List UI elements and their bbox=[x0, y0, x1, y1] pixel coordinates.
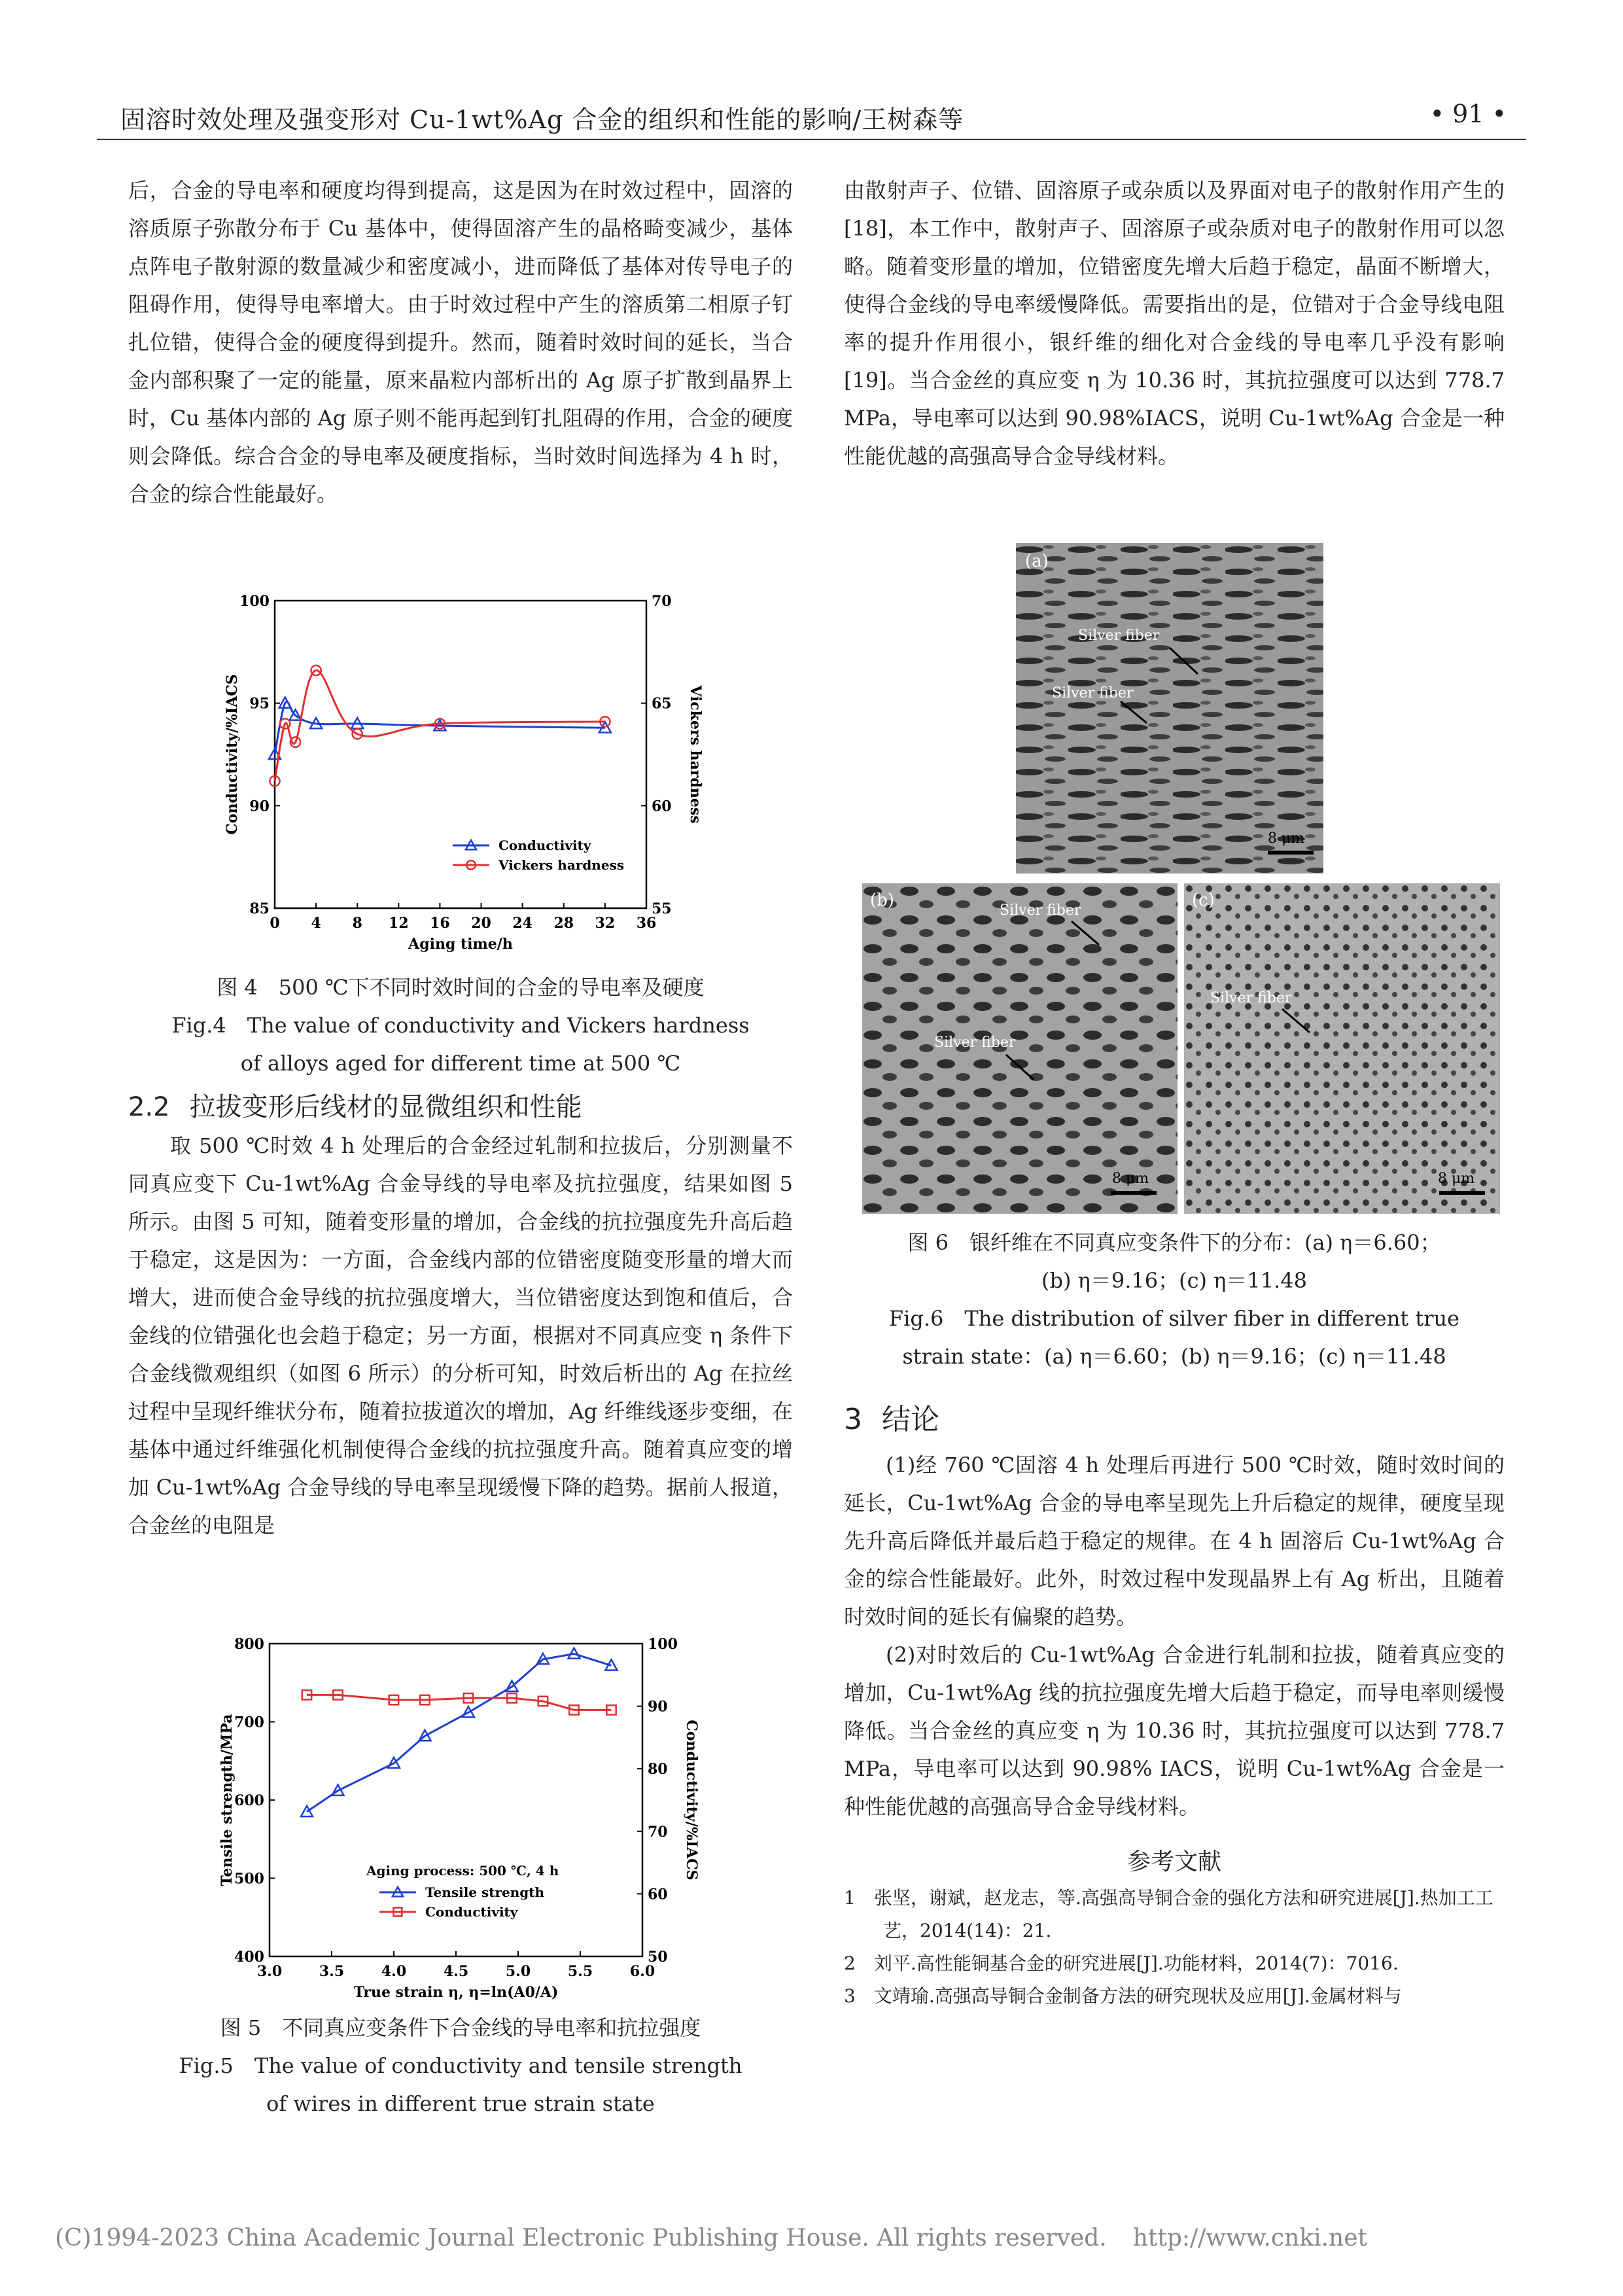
x-tick-label: 6.0 bbox=[629, 1963, 655, 1980]
scale-label: 8 μm bbox=[1112, 1171, 1149, 1187]
fig6-micrograph-c bbox=[1184, 883, 1500, 1214]
fig6-caption-cn-1: 图 6 银纤维在不同真应变条件下的分布：(a) η＝6.60； bbox=[907, 1230, 1441, 1255]
y2-tick-label: 65 bbox=[652, 695, 672, 713]
left-column-2 bbox=[128, 1087, 793, 1544]
fig6-micrograph-a bbox=[1016, 543, 1323, 874]
x-tick-label: 28 bbox=[553, 915, 574, 932]
x-tick-label: 24 bbox=[512, 915, 532, 932]
fig6-micrograph-b bbox=[862, 883, 1178, 1214]
reference-item: 1 张坚，谢斌，赵龙志，等.高强高导铜合金的强化方法和研究进展[J].热加工工艺，2014(14)：21. bbox=[844, 1887, 1493, 1941]
section-number: 2.2 bbox=[128, 1092, 170, 1122]
fig5-chart bbox=[190, 1629, 726, 2009]
y2-tick-label: 100 bbox=[648, 1636, 678, 1653]
scale-bar bbox=[1439, 1191, 1485, 1195]
y-tick-label: 400 bbox=[234, 1949, 264, 1966]
scale-bar bbox=[1268, 851, 1314, 855]
section-2-2-heading bbox=[128, 1087, 793, 1127]
scale-label: 8 μm bbox=[1268, 830, 1305, 847]
left-column bbox=[128, 171, 793, 513]
x-axis-label: True strain η, η=ln(A0/A) bbox=[353, 1984, 559, 2001]
reference-item: 2 刘平.高性能铜基合金的研究进展[J].功能材料，2014(7)：7016. bbox=[844, 1952, 1399, 1974]
fiber-label: Silver fiber bbox=[934, 1034, 1016, 1051]
fig6-caption bbox=[844, 1224, 1505, 1375]
fig6-c-label: (c) bbox=[1192, 891, 1215, 910]
x-tick-label: 4.5 bbox=[443, 1963, 469, 1980]
x-tick-label: 4 bbox=[311, 915, 321, 932]
fiber-label: Silver fiber bbox=[1078, 627, 1160, 644]
fig5-caption-en-1: Fig.5 The value of conductivity and tensile strength bbox=[179, 2053, 742, 2078]
running-header bbox=[97, 99, 1526, 140]
x-tick-label: 3.0 bbox=[256, 1963, 283, 1980]
y-axis-label: Conductivity/%IACS bbox=[224, 674, 241, 835]
x-tick-label: 0 bbox=[270, 915, 280, 932]
fig4-chart bbox=[204, 586, 714, 966]
fig4-caption bbox=[128, 968, 793, 1082]
copyright-text: (C)1994-2023 China Academic Journal Electronic Publishing House. All rights reserved. bbox=[55, 2225, 1107, 2252]
paragraph: 后，合金的导电率和硬度均得到提高，这是因为在时效过程中，固溶的溶质原子弥散分布于 Cu 基体中，使得固溶产生的晶格畸变减少，基体点阵电子散射源的数量减少和密度减小，进而降低了基体对传导电子的阻碍作用，使得导电率增大。由于时效过程中产生的溶质第二相原子钉扎位错，使得合金的硬度得到提升。然而，随着时效时间的延长，当合金内部积聚了一定的能量，原来晶粒内部析出的 Ag 原子扩散到晶界上时，Cu 基体内部的 Ag 原子则不能再起到钉扎阻碍的作用，合金的硬度则会降低。综合合金的导电率及硬度指标，当时效时间选择为 4 h 时，合金的综合性能最好。 bbox=[128, 178, 793, 506]
y2-tick-label: 70 bbox=[652, 593, 672, 610]
x-tick-label: 16 bbox=[430, 915, 450, 932]
x-tick-label: 8 bbox=[352, 915, 362, 932]
scale-label: 8 μm bbox=[1438, 1171, 1475, 1187]
y2-tick-label: 70 bbox=[648, 1823, 668, 1841]
reference-item: 3 文靖瑜.高强高导铜合金制备方法的研究现状及应用[J].金属材料与 bbox=[844, 1985, 1402, 2007]
y2-tick-label: 60 bbox=[648, 1886, 668, 1903]
fig6-b-label: (b) bbox=[870, 891, 894, 910]
y-tick-label: 85 bbox=[249, 900, 270, 917]
fig5-caption-en-2: of wires in different true strain state bbox=[266, 2091, 655, 2116]
y2-tick-label: 55 bbox=[652, 900, 672, 917]
y2-tick-label: 90 bbox=[648, 1698, 668, 1716]
paragraph: 取 500 ℃时效 4 h 处理后的合金经过轧制和拉拔后，分别测量不同真应变下 Cu-1wt%Ag 合金导线的导电率及抗拉强度，结果如图 5 所示。由图 5 可知，随着变形量的增加，合金线的抗拉强度先升高后趋于稳定，这是因为：一方面，合金线内部的位错密度随变形量的增大而增大，进而使合金导线的抗拉强度增大，当位错密度达到饱和值后，合金线的位错强化也会趋于稳定；另一方面，根据对不同真应变 η 条件下合金线微观组织（如图 6 所示）的分析可知，时效后析出的 Ag 在拉丝过程中呈现纤维状分布，随着拉拔道次的增加，Ag 纤维线逐步变细，在基体中通过纤维强化机制使得合金线的抗拉强度升高。随着真应变的增加 Cu-1wt%Ag 合金导线的导电率呈现缓慢下降的趋势。据前人报道，合金丝的电阻是 bbox=[128, 1133, 793, 1538]
y2-axis-label: Conductivity/%IACS bbox=[683, 1720, 700, 1881]
conclusion-1: (1)经 760 ℃固溶 4 h 处理后再进行 500 ℃时效，随时效时间的延长，Cu-1wt%Ag 合金的导电率呈现先上升后稳定的规律，硬度呈现先升高后降低并最后趋于稳定的规律。在 4 h 固溶后 Cu-1wt%Ag 合金的综合性能最好。此外，时效过程中发现晶界上有 Ag 析出，且随着时效时间的延长有偏聚的趋势。 bbox=[844, 1453, 1505, 1629]
section-title: 结论 bbox=[882, 1403, 939, 1436]
fig6-caption-cn-2: (b) η＝9.16；(c) η＝11.48 bbox=[1041, 1268, 1307, 1293]
fig5-caption bbox=[128, 2009, 793, 2123]
y2-tick-label: 80 bbox=[648, 1761, 668, 1778]
fig6-a-label: (a) bbox=[1025, 552, 1049, 571]
y-tick-label: 700 bbox=[234, 1714, 264, 1731]
y-axis-label: Tensile strength/MPa bbox=[218, 1714, 236, 1886]
right-column bbox=[844, 171, 1505, 475]
running-title: 固溶时效处理及强变形对 Cu-1wt%Ag 合金的组织和性能的影响/王树森等 bbox=[120, 105, 964, 134]
x-tick-label: 36 bbox=[636, 915, 657, 932]
conclusion-2: (2)对时效后的 Cu-1wt%Ag 合金进行轧制和拉拔，随着真应变的增加，Cu-1wt%Ag 线的抗拉强度先增大后趋于稳定，而导电率则缓慢降低。当合金丝的真应变 η 为 10.36 时，其抗拉强度可以达到 778.7 MPa，导电率可以达到 90.98% IACS，说明 Cu-1wt%Ag 合金是一种性能优越的高强高导合金导线材料。 bbox=[844, 1642, 1505, 1819]
section-3-heading bbox=[844, 1394, 1505, 1446]
y-tick-label: 100 bbox=[239, 593, 270, 610]
x-tick-label: 4.0 bbox=[381, 1963, 407, 1980]
fiber-label: Silver fiber bbox=[1210, 990, 1292, 1006]
y2-tick-label: 60 bbox=[652, 798, 672, 815]
fig6-caption-en-1: Fig.6 The distribution of silver fiber in different true bbox=[888, 1306, 1460, 1331]
fiber-label: Silver fiber bbox=[1052, 685, 1134, 701]
x-tick-label: 32 bbox=[595, 915, 616, 932]
x-tick-label: 5.0 bbox=[505, 1963, 531, 1980]
references-heading: 参考文献 bbox=[1126, 1848, 1221, 1875]
fig4-caption-en-2: of alloys aged for different time at 500 ℃ bbox=[240, 1051, 681, 1076]
legend-label: Tensile strength bbox=[425, 1884, 545, 1900]
series-line bbox=[307, 1695, 612, 1710]
copyright-url: http://www.cnki.net bbox=[1132, 2225, 1367, 2252]
legend-label: Vickers hardness bbox=[498, 857, 625, 873]
paragraph: 由散射声子、位错、固溶原子或杂质以及界面对电子的散射作用产生的[18]，本工作中，散射声子、固溶原子或杂质对电子的散射作用可以忽略。随着变形量的增加，位错密度先增大后趋于稳定，晶面不断增大，使得合金线的导电率缓慢降低。需要指出的是，位错对于合金导线电阻率的提升作用很小，银纤维的细化对合金线的导电率几乎没有影响[19]。当合金丝的真应变 η 为 10.36 时，其抗拉强度可以达到 778.7 MPa，导电率可以达到 90.98%IACS，说明 Cu-1wt%Ag 合金是一种性能优越的高强高导合金导线材料。 bbox=[844, 178, 1505, 468]
x-tick-label: 20 bbox=[471, 915, 491, 932]
y-tick-label: 95 bbox=[249, 695, 270, 713]
chart-annotation: Aging process: 500 ℃, 4 h bbox=[366, 1863, 559, 1879]
scale-bar bbox=[1111, 1191, 1157, 1195]
fig4-caption-en-1: Fig.4 The value of conductivity and Vickers hardness bbox=[171, 1013, 750, 1038]
page-number: • 91 • bbox=[1429, 99, 1507, 128]
fig6-caption-en-2: strain state：(a) η＝6.60；(b) η＝9.16；(c) η＝11.48 bbox=[902, 1344, 1446, 1369]
fiber-label: Silver fiber bbox=[1000, 902, 1081, 919]
x-tick-label: 12 bbox=[389, 915, 409, 932]
section-number: 3 bbox=[844, 1403, 862, 1436]
fig5-caption-cn: 图 5 不同真应变条件下合金线的导电率和抗拉强度 bbox=[220, 2015, 701, 2040]
y2-axis-label: Vickers hardness bbox=[687, 685, 704, 824]
y-tick-label: 90 bbox=[249, 798, 270, 815]
right-column-2 bbox=[844, 1394, 1505, 2013]
y2-tick-label: 50 bbox=[648, 1949, 668, 1966]
x-tick-label: 5.5 bbox=[567, 1963, 593, 1980]
x-axis-label: Aging time/h bbox=[408, 936, 513, 953]
section-title: 拉拔变形后线材的显微组织和性能 bbox=[189, 1092, 582, 1122]
legend-label: Conductivity bbox=[498, 838, 591, 853]
y-tick-label: 800 bbox=[234, 1636, 264, 1653]
legend-label: Conductivity bbox=[425, 1904, 518, 1920]
y-tick-label: 600 bbox=[234, 1792, 264, 1809]
series-line bbox=[307, 1654, 612, 1812]
copyright-footer bbox=[55, 2225, 1367, 2252]
x-tick-label: 3.5 bbox=[319, 1963, 345, 1980]
fig4-caption-cn: 图 4 500 ℃下不同时效时间的合金的导电率及硬度 bbox=[217, 975, 705, 1000]
y-tick-label: 500 bbox=[234, 1870, 264, 1888]
